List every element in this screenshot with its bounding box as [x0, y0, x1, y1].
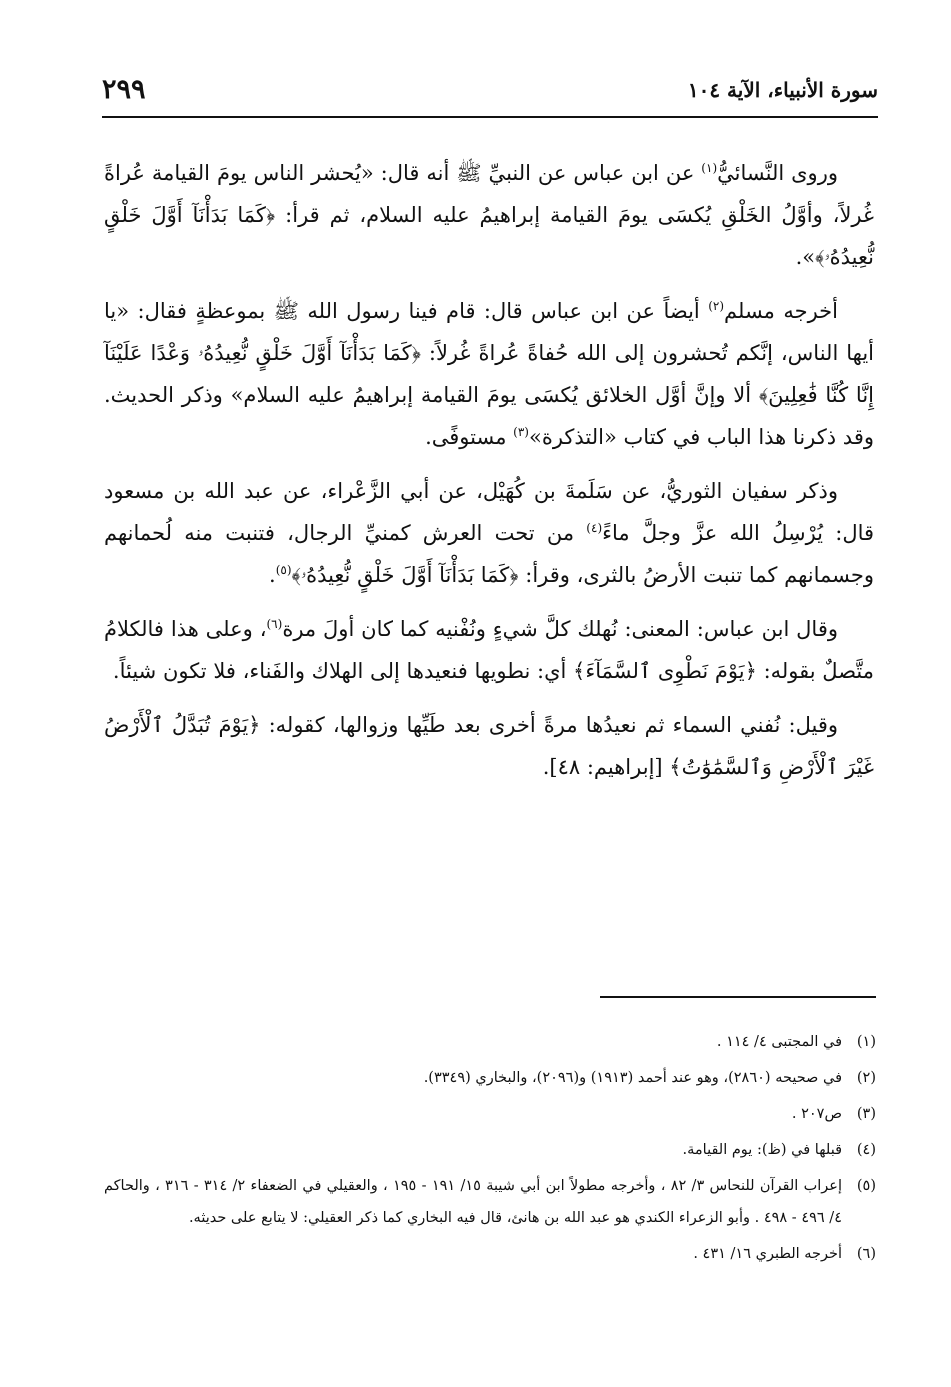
paragraph-1: [104, 152, 874, 278]
paragraph-2: [104, 290, 874, 458]
footnote-2: [104, 1062, 876, 1094]
paragraph-text: وقيل: نُفني السماء ثم نعيدُها مرةً أخرى بعد طَيِّها وزوالها، كقوله: ﴿يَوْمَ تُبَدَّلُ ٱلْأَرْضُ غَيْرَ ٱلْأَرْضِ وَٱلسَّمَٰوَٰتُ﴾ [إبراهيم: ٤٨].: [104, 713, 874, 779]
footnote-6: [104, 1238, 876, 1270]
paragraph-text: .: [269, 563, 276, 587]
footnote-number: (٤): [856, 1142, 876, 1158]
footnote-ref: (٣): [513, 425, 529, 439]
footnote-number: (٣): [856, 1106, 876, 1122]
footnote-ref: (٢): [708, 299, 725, 313]
footnote-4: [104, 1134, 876, 1166]
footnote-number: (٥): [856, 1178, 876, 1194]
paragraph-text: مستوفًى.: [425, 425, 514, 449]
paragraph-text: ، وعلى هذا فالكلامُ متَّصلٌ بقوله: ﴿يَوْمَ نَطْوِى ٱلسَّمَآءَ﴾ أي: نطويها فنعيدها إلى الهلاك والفَناء، فلا تكون شيئاً.: [104, 617, 874, 683]
footnote-5: [104, 1170, 876, 1234]
footnote-ref: (٥): [275, 563, 292, 577]
footnote-text: أخرجه الطبري ١٦/ ٤٣١ .: [693, 1246, 842, 1262]
footnote-number: (١): [856, 1034, 876, 1050]
footnote-number: (٦): [856, 1246, 876, 1262]
page-header: [102, 70, 878, 118]
paragraph-5: [104, 704, 874, 788]
footnote-text: قبلها في (ظ): يوم القيامة.: [682, 1142, 842, 1158]
paragraph-text: وروى النَّسائيُّ: [717, 161, 838, 185]
paragraph-4: [104, 608, 874, 692]
running-title: سورة الأنبياء، الآية ١٠٤: [687, 78, 878, 102]
footnote-ref: (٤): [586, 521, 603, 535]
paragraph-text: أيضاً عن ابن عباس قال: قام فينا رسول الله ﷺ بموعظةٍ فقال: «يا أيها الناس، إنَّكم تُحشرون إلى الله حُفاةً عُراةً غُرلاً: ﴿كَمَا بَدَأْنَآ أَوَّلَ خَلْقٍ نُّعِيدُهُۥ وَعْدًا عَلَيْنَآ إِنَّا كُنَّا فَٰعِلِينَ﴾ ألا وإنَّ أوَّل الخلائق يُكسَى يومَ القيامة إبراهيمُ عليه السلام» وذكر الحديث. وقد ذكرنا هذا الباب في كتاب «التذكرة»: [104, 299, 874, 449]
paragraph-text: عن ابن عباس عن النبيِّ ﷺ أنه قال: «يُحشر الناس يومَ القيامة عُراةً غُرلاً، وأوَّلُ الخَلْقِ يُكسَى يومَ القيامة إبراهيمُ عليه السلام، ثم قرأ: ﴿كَمَا بَدَأْنَآ أَوَّلَ خَلْقٍ نُّعِيدُهُۥ﴾».: [104, 161, 874, 269]
footnote-ref: (١): [701, 161, 718, 175]
footnote-ref: (٦): [266, 617, 283, 631]
main-text: [104, 152, 874, 800]
footnote-separator: [600, 996, 876, 998]
footnote-3: [104, 1098, 876, 1130]
footnotes: [104, 1026, 876, 1274]
footnote-1: [104, 1026, 876, 1058]
page-number: ٢٩٩: [102, 74, 146, 105]
paragraph-text: من تحت العرش كمنيِّ الرجال، فتنبت منه لُحمانهم وجسمانهم كما تنبت الأرضُ بالثرى، وقرأ: ﴿كَمَا بَدَأْنَآ أَوَّلَ خَلْقٍ نُّعِيدُهُۥ﴾: [104, 521, 874, 587]
footnote-text: إعراب القرآن للنحاس ٣/ ٨٢ ، وأخرجه مطولاً ابن أبي شيبة ١٥/ ١٩١ - ١٩٥ ، والعقيلي في الضعفاء ٢/ ٣١٤ - ٣١٦ ، والحاكم ٤/ ٤٩٦ - ٤٩٨ . وأبو الزعراء الكندي هو عبد الله بن هانئ، قال فيه البخاري كما ذكر العقيلي: لا يتابع على حديثه.: [104, 1178, 842, 1226]
paragraph-3: [104, 470, 874, 596]
paragraph-text: وقال ابن عباس: المعنى: نُهلك كلَّ شيءٍ ونُفْنيه كما كان أولَ مرة: [282, 617, 839, 641]
footnote-text: في صحيحه (٢٨٦٠)، وهو عند أحمد (١٩١٣) و(٢٠٩٦)، والبخاري (٣٣٤٩).: [423, 1070, 842, 1086]
footnote-text: ص٢٠٧ .: [791, 1106, 842, 1122]
footnote-text: في المجتبى ٤/ ١١٤ .: [716, 1034, 842, 1050]
paragraph-text: أخرجه مسلم: [724, 299, 838, 323]
paragraph-text: وذكر سفيان الثوريُّ، عن سَلَمةَ بن كُهَيْل، عن أبي الزَّعْراء، عن عبد الله بن مسعود قال: يُرْسِلُ الله عزَّ وجلَّ ماءً: [104, 479, 875, 545]
footnote-number: (٢): [856, 1070, 876, 1086]
